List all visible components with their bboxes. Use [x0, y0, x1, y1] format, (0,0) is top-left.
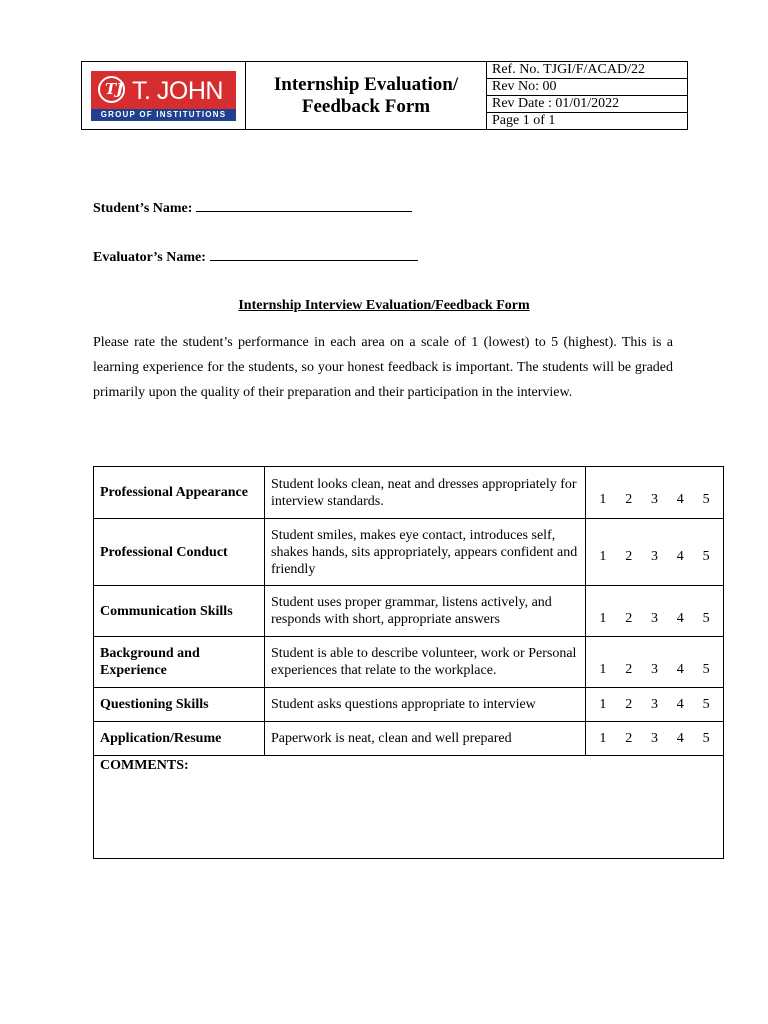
rating-option[interactable]: 1: [599, 661, 607, 677]
area-description: Student is able to describe volunteer, work or Personal experiences that relate to the workplace.: [265, 637, 586, 688]
rating-option[interactable]: 2: [625, 661, 633, 677]
rating-option[interactable]: 3: [650, 610, 658, 626]
rating-option[interactable]: 2: [625, 548, 633, 564]
page-number: Page 1 of 1: [492, 113, 556, 128]
rating-scale: [586, 519, 724, 586]
rating-option[interactable]: 3: [650, 661, 658, 677]
comments-label: COMMENTS:: [100, 758, 189, 773]
area-description: Student smiles, makes eye contact, introduces self, shakes hands, sits appropriately, appears confident and friendly: [265, 519, 586, 586]
intro-paragraph: Please rate the student’s performance in each area on a scale of 1 (lowest) to 5 (highest). This is a learning experience for the students, so your honest feedback is important. The students will be graded primarily upon the quality of their preparation and their participation in the interview.: [93, 335, 673, 400]
evaluator-name-field: [93, 248, 418, 266]
rating-option[interactable]: 5: [702, 548, 710, 564]
rating-scale: [586, 688, 724, 722]
logo-subtitle: GROUP OF INSTITUTIONS: [100, 109, 227, 119]
rating-option[interactable]: 5: [702, 492, 710, 507]
form-heading: Internship Interview Evaluation/Feedback Form: [238, 298, 530, 313]
rating-option[interactable]: 1: [599, 697, 607, 712]
rating-option[interactable]: 2: [625, 731, 633, 746]
rating-scale: [586, 722, 724, 756]
rating-option[interactable]: 4: [676, 731, 684, 746]
area-description: Paperwork is neat, clean and well prepared: [265, 722, 586, 756]
table-row: [94, 519, 724, 586]
table-row: [94, 688, 724, 722]
rating-option[interactable]: 5: [702, 661, 710, 677]
rating-option[interactable]: 5: [702, 697, 710, 712]
area-label: Questioning Skills: [94, 688, 265, 722]
rating-option[interactable]: 5: [702, 731, 710, 746]
rating-option[interactable]: 1: [599, 731, 607, 746]
document-header: [81, 61, 688, 130]
revision-number: Rev No: 00: [487, 79, 687, 96]
rating-option[interactable]: 3: [650, 697, 658, 712]
area-label: Application/Resume: [94, 722, 265, 756]
document-meta: [487, 62, 687, 129]
logo-brand-text: T. JOHN: [132, 76, 223, 105]
comments-row: [94, 756, 724, 859]
rating-option[interactable]: 5: [702, 610, 710, 626]
rating-scale: [586, 637, 724, 688]
rating-option[interactable]: 4: [676, 610, 684, 626]
table-row: [94, 586, 724, 637]
student-name-line[interactable]: [196, 199, 412, 212]
rating-option[interactable]: 4: [676, 697, 684, 712]
rating-option[interactable]: 3: [650, 731, 658, 746]
area-description: Student asks questions appropriate to interview: [265, 688, 586, 722]
logo-mark: TJ: [105, 79, 124, 98]
area-description: Student looks clean, neat and dresses appropriately for interview standards.: [265, 467, 586, 519]
rating-option[interactable]: 4: [676, 661, 684, 677]
evaluation-table: [93, 466, 724, 859]
title-line-1: Internship Evaluation/: [273, 73, 459, 95]
area-label: Professional Appearance: [94, 467, 265, 519]
area-label: Professional Conduct: [94, 519, 265, 586]
table-row: [94, 637, 724, 688]
document-title: [246, 62, 487, 129]
table-row: [94, 467, 724, 519]
area-label: Background and Experience: [94, 637, 265, 688]
rating-option[interactable]: 3: [650, 548, 658, 564]
rating-option[interactable]: 2: [625, 610, 633, 626]
title-line-2: Feedback Form: [301, 95, 431, 117]
revision-date: Rev Date : 01/01/2022: [487, 96, 687, 113]
rating-option[interactable]: 2: [625, 697, 633, 712]
rating-option[interactable]: 1: [599, 492, 607, 507]
area-description: Student uses proper grammar, listens actively, and responds with short, appropriate answers: [265, 586, 586, 637]
rating-option[interactable]: 4: [676, 548, 684, 564]
table-row: [94, 722, 724, 756]
rating-option[interactable]: 4: [676, 492, 684, 507]
ref-number: Ref. No. TJGI/F/ACAD/22: [487, 62, 687, 79]
rating-scale: [586, 586, 724, 637]
student-name-field: [93, 199, 412, 217]
comments-area[interactable]: [94, 756, 724, 859]
rating-option[interactable]: 2: [625, 492, 633, 507]
rating-option[interactable]: 1: [599, 610, 607, 626]
logo-cell: [82, 62, 246, 129]
evaluator-name-label: Evaluator’s Name:: [93, 250, 206, 265]
evaluator-name-line[interactable]: [210, 248, 418, 261]
institution-logo: [91, 71, 236, 121]
rating-option[interactable]: 1: [599, 548, 607, 564]
rating-scale: [586, 467, 724, 519]
student-name-label: Student’s Name:: [93, 201, 193, 216]
rating-option[interactable]: 3: [650, 492, 658, 507]
area-label: Communication Skills: [94, 586, 265, 637]
